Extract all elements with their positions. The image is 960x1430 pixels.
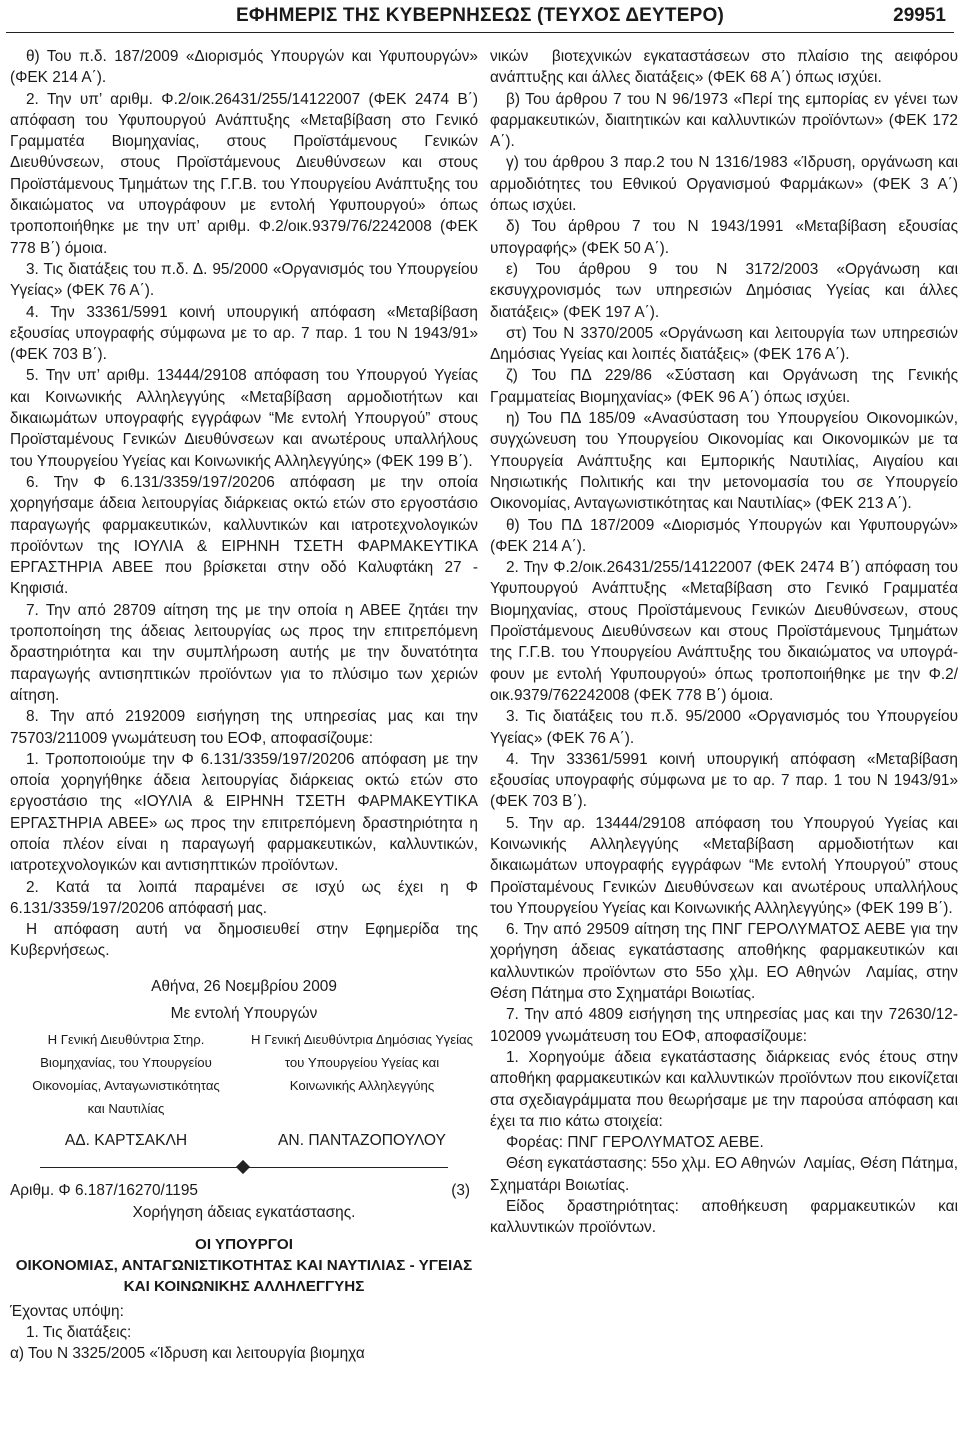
signature-titles [10, 1028, 478, 1126]
right-column [490, 46, 958, 1239]
paragraph: θ) Του ΠΔ 187/2009 «Διορισμός Υπουργών και Υφυπουργών» (ΦΕΚ 214 Α΄). [490, 516, 958, 555]
signatory-right-name: ΑΝ. ΠΑΝΤΑΖΟΠΟΥΛΟΥ [278, 1132, 446, 1150]
paragraph: 1. Τις διατάξεις: [26, 1323, 132, 1341]
decision-subject: Χορήγηση άδειας εγκατάστασης. [132, 1204, 356, 1222]
paragraph: γ) του άρθρου 3 παρ.2 του Ν 1316/1983 «Ίδρυση, οργάνωση και αρμοδιότητες του Εθνικού Οργανισμού Φαρμάκων» (ΦΕΚ 3 Α΄) όπως ισχύει. [490, 154, 958, 215]
paragraph: δ) Του άρθρου 7 του Ν 1943/1991 «Μεταβίβαση εξουσίας υπογραφής» (ΦΕΚ 50 Α΄). [490, 218, 958, 257]
place-date: Αθήνα, 26 Νοεμβρίου 2009 [151, 977, 337, 995]
paragraph: Φορέας: ΠΝΓ ΓΕΡΟΛΥΜΑΤΟΣ ΑΕΒΕ. [506, 1134, 764, 1152]
decision-sequence: (3) [451, 1182, 470, 1200]
by-order: Με εντολή Υπουργών [170, 1005, 318, 1023]
paragraph: νικών βιοτεχνικών εγκαταστάσεων στο πλαίσιο της αειφόρου ανάπτυξης και άλλες διατάξεις» (ΦΕΚ 68 Α΄) όπως ισχύει. [490, 48, 958, 87]
paragraph: Είδος δραστηριότητας: αποθήκευση φαρμακευτικών και καλλυντικών προϊόντων. [490, 1198, 958, 1237]
paragraph: στ) Του Ν 3370/2005 «Οργάνωση και λειτουργία των υπηρεσιών Δημόσιας Υγείας και λοιπές διατάξεις» (ΦΕΚ 176 Α΄). [490, 324, 958, 364]
paragraph: 3. Τις διατάξεις του π.δ. 95/2000 «Οργανισμός του Υπουργείου Υγείας» (ΦΕΚ 76 Α΄). [490, 708, 958, 747]
page-header [0, 0, 960, 34]
header-rule [6, 32, 954, 33]
paragraph: 7. Την από 28709 αίτηση της με την οποία η ΑΒΕΕ ζητάει την τροποποίηση της άδειας λειτουργίας ως προς την επιτρεπόμενη δραστηριότητα και την συμπλήρωση αυτής με την δυνατότητα παραγωγής αντισηπτικών προϊόντων για το πλύσιμο των χεριών αίτηση. [10, 601, 478, 704]
page-number: 29951 [893, 5, 946, 26]
paragraph: 4. Την 33361/5991 κοινή υπουργική απόφαση «Μεταβίβαση εξουσίας υπογραφής σύμφωνα με το αρ. 7 παρ. 1 του Ν 1943/91» (ΦΕΚ 703 Β΄). [490, 750, 958, 811]
paragraph: 7. Την από 4809 εισήγηση της υπηρεσίας μας και την 72630/12102009 γνωμάτευση του ΕΟΦ, αποφασίζουμε: [490, 1006, 958, 1045]
paragraph: 6. Την Φ 6.131/3359/197/20206 απόφαση με την οποία χορηγήσαμε άδεια λειτουργίας διάρκειας οκτώ ετών στο εργοστάσιο παραγωγής φαρμακευτικών, καλλυντικών και ιατροτεχνολογικών προϊόντων της ΙΟΥΛΙΑ & ΕΙΡΗΝΗ ΤΣΕΤΗ ΦΑΡΜΑΚΕΥΤΙΚΑ ΕΡΓΑΣΤΗΡΙΑ ΑΒΕΕ που βρίσκεται στην οδό Καλυφτάκη 27 Κηφισιά. [10, 473, 478, 598]
paragraph: Η απόφαση αυτή να δημοσιευθεί στην Εφημερίδα της Κυβερνήσεως. [10, 921, 478, 960]
diamond-icon [236, 1160, 250, 1174]
signature-names [10, 1126, 478, 1158]
paragraph: β) Του άρθρου 7 του Ν 96/1973 «Περί της εμπορίας εν γένει των φαρμακευτικών, διαιτητικών και καλλυντικών προϊόντων» (ΦΕΚ 172 Α΄). [490, 90, 958, 151]
paragraph: ζ) Του ΠΔ 229/86 «Σύσταση και Οργάνωση της Γενικής Γραμματείας Βιομηχανίας» (ΦΕΚ 96 Α΄) όπως ισχύει. [490, 367, 958, 406]
paragraph: 2. Την υπ’ αριθμ. Φ.2/οικ.26431/255/14122007 (ΦΕΚ 2474 Β΄) απόφαση του Υφυπουργού Ανάπτυξης «Μεταβίβαση στο Γενικό Γραμματέα Βιομηχανίας, στους Προϊστάμενους Γενικών Διευθύνσεων, στους Προϊστάμενους Διευθύνσεων και στους Προϊστάμενους Τμημάτων της Γ.Γ.Β. του Υπουργείου Ανάπτυξης του δικαιώματος να υπογράφουν με εντολή Υφυπουργού» όπως τροποποιήθηκε με την υπ’ αριθμ. Φ.2/οικ.9379/76/2242008 (ΦΕΚ 778 Β΄) όμοια. [10, 90, 478, 257]
paragraph: α) Του Ν 3325/2005 «Ίδρυση και λειτουργία βιομηχα [10, 1345, 365, 1363]
paragraph: 4. Την 33361/5991 κοινή υπουργική απόφαση «Μεταβίβαση εξουσίας υπογραφής σύμφωνα με το αρ. 7 παρ. 1 του Ν 1943/91» (ΦΕΚ 703 Β΄). [10, 303, 478, 364]
signatory-left-name: ΑΔ. ΚΑΡΤΣΑΚΛΗ [64, 1132, 188, 1150]
decision-number-row [10, 1180, 478, 1202]
paragraph: 8. Την από 2192009 εισήγηση της υπηρεσίας μας και την 75703/211009 γνωμάτευση του ΕΟΦ, αποφασίζουμε: [10, 708, 478, 747]
paragraph: η) Του ΠΔ 185/09 «Ανασύσταση του Υπουργείου Οικονομικών, συγχώνευση του Υπουργείου Οικονομίας και Οικονομικών με τα Υπουργεία Ανάπτυξης και Εμπορικής Ναυτιλίας, Αιγαίου και Νησιωτικής Πολιτικής και την μετονομασία του σε Υπουργείο Οικονομίας, Ανταγωνιστικότητας και Ναυτιλίας» (ΦΕΚ 213 Α΄). [490, 410, 958, 513]
paragraph: 5. Την υπ’ αριθμ. 13444/29108 απόφαση του Υπουργού Υγείας και Κοινωνικής Αλληλεγγύης «Μεταβίβαση αρμοδιοτήτων και δικαιωμάτων υπογραφής εγγράφων “Με εντολή Υπουργού” στους Προϊσταμένους Γενικών Διευθύνσεων και ανωτέρους υπαλλήλους του Υπουργείου Υγείας και Κοινωνικής Αλληλεγγύης» (ΦΕΚ 199 Β΄). [10, 367, 478, 470]
gazette-title: ΕΦΗΜΕΡΙΣ ΤΗΣ ΚΥΒΕΡΝΗΣΕΩΣ (ΤΕΥΧΟΣ ΔΕΥΤΕΡΟ) [236, 5, 724, 26]
paragraph: 2. Κατά τα λοιπά παραμένει σε ισχύ ως έχει η Φ 6.131/3359/197/20206 απόφασή μας. [10, 878, 478, 917]
considering: Έχοντας υπόψη: [10, 1302, 124, 1320]
paragraph: Θέση εγκατάστασης: 55ο χλμ. ΕΟ Αθηνών Λαμίας, Θέση Πάτημα, Σχηματάρι Βοιωτίας. [490, 1155, 958, 1194]
paragraph: 1. Χορηγούμε άδεια εγκατάστασης διάρκειας ενός έτους στην αποθήκη φαρμακευτικών και καλλυντικών προϊόντων που εικονίζεται στα σχεδιαγράμματα που θεωρήσαμε με την παρούσα απόφαση και έχει τα πιο κάτω στοιχεία: [490, 1048, 958, 1130]
paragraph: θ) Του π.δ. 187/2009 «Διορισμός Υπουργών και Υφυπουργών» (ΦΕΚ 214 Α΄). [10, 48, 478, 87]
paragraph: 2. Την Φ.2/οικ.26431/255/14122007 (ΦΕΚ 2474 Β΄) απόφαση του Υφυπουργού Ανάπτυξης «Μεταβίβαση στο Γενικό Γραμματέα Βιομηχανίας, στους Προϊστάμενους Γενικών Διευθύνσεων, στους Προϊστάμενους Διευθύνσεων και στους Προϊστάμενους Τμημάτων της Γ.Γ.Β. του Υπουργείου Ανάπτυξης του δικαιώματος να υπογράφουν με εντολή Υφυπουργού» όπως τροποποιήθηκε με την Φ.2/οικ.9379/762242008 (ΦΕΚ 778 Β΄) όμοια. [490, 559, 958, 704]
paragraph: 1. Τροποποιούμε την Φ 6.131/3359/197/20206 απόφαση με την οποία χορηγήθηκε άδεια λειτουργίας διάρκειας οκτώ ετών στο εργοστάσιο της «ΙΟΥΛΙΑ & ΕΙΡΗΝΗ ΤΣΕΤΗ ΦΑΡΜΑΚΕΥΤΙΚΑ ΕΡΓΑΣΤΗΡΙΑ ΑΒΕΕ» ως προς την επιτρεπόμενη δραστηριότητα η οποία πλέον είναι η παραγωγή φαρμακευτικών, καλλυντικών, ιατροτεχνολογικών και αντισηπτικών προϊόντων. [10, 750, 478, 875]
left-column [10, 46, 478, 1365]
ministers-heading: ΟΙ ΥΠΟΥΡΓΟΙ [195, 1235, 293, 1253]
ministries-heading: ΟΙΚΟΝΟΜΙΑΣ, ΑΝΤΑΓΩΝΙΣΤΙΚΟΤΗΤΑΣ ΚΑΙ ΝΑΥΤΙΛΙΑΣ - ΥΓΕΙΑΣ ΚΑΙ ΚΟΙΝΩΝΙΚΗΣ ΑΛΛΗΛΕΓΓΥΗΣ [15, 1256, 473, 1295]
signatory-left-title: Η Γενική Διευθύντρια Στηρ. Βιομηχανίας, του Υπουργείου Οικονομίας, Ανταγωνιστικότητας και Ναυτιλίας [32, 1032, 220, 1117]
paragraph: 3. Τις διατάξεις του π.δ. Δ. 95/2000 «Οργανισμός του Υπουργείου Υγείας» (ΦΕΚ 76 Α΄). [10, 260, 478, 300]
paragraph: 6. Την από 29509 αίτηση της ΠΝΓ ΓΕΡΟΛΥΜΑΤΟΣ ΑΕΒΕ για την χορήγηση άδειας εγκατάστασης αποθήκης φαρμακευτικών και καλλυντικών προϊόντων στο 55ο χλμ. ΕΟ Αθηνών Λαμίας, στην Θέση Πάτημα στο Σχηματάρι Βοιωτίας. [490, 921, 958, 1003]
decision-number: Αριθμ. Φ 6.187/16270/1195 [10, 1182, 198, 1200]
paragraph: ε) Του άρθρου 9 του Ν 3172/2003 «Οργάνωση και εκσυγχρονισμός των υπηρεσιών Δημόσιας Υγείας και άλλες διατάξεις» (ΦΕΚ 197 Α΄). [490, 260, 958, 321]
section-divider [10, 1160, 478, 1176]
signatory-right-title: Η Γενική Διευθύντρια Δημόσιας Υγείας του Υπουργείου Υγείας και Κοινωνικής Αλληλεγγύης [251, 1032, 473, 1094]
paragraph: 5. Την αρ. 13444/29108 απόφαση του Υπουργού Υγείας και Κοινωνικής Αλληλεγγύης «Μεταβίβαση αρμοδιοτήτων και δικαιωμάτων υπογραφής εγγράφων “Με εντολή Υπουργού” στους Προϊσταμένους Γενικών Διευθύνσεων και ανωτέρους υπαλλήλους του Υπουργείου Υγείας και Κοινωνικής Αλληλεγγύης» (ΦΕΚ 199 Β΄). [490, 814, 958, 917]
